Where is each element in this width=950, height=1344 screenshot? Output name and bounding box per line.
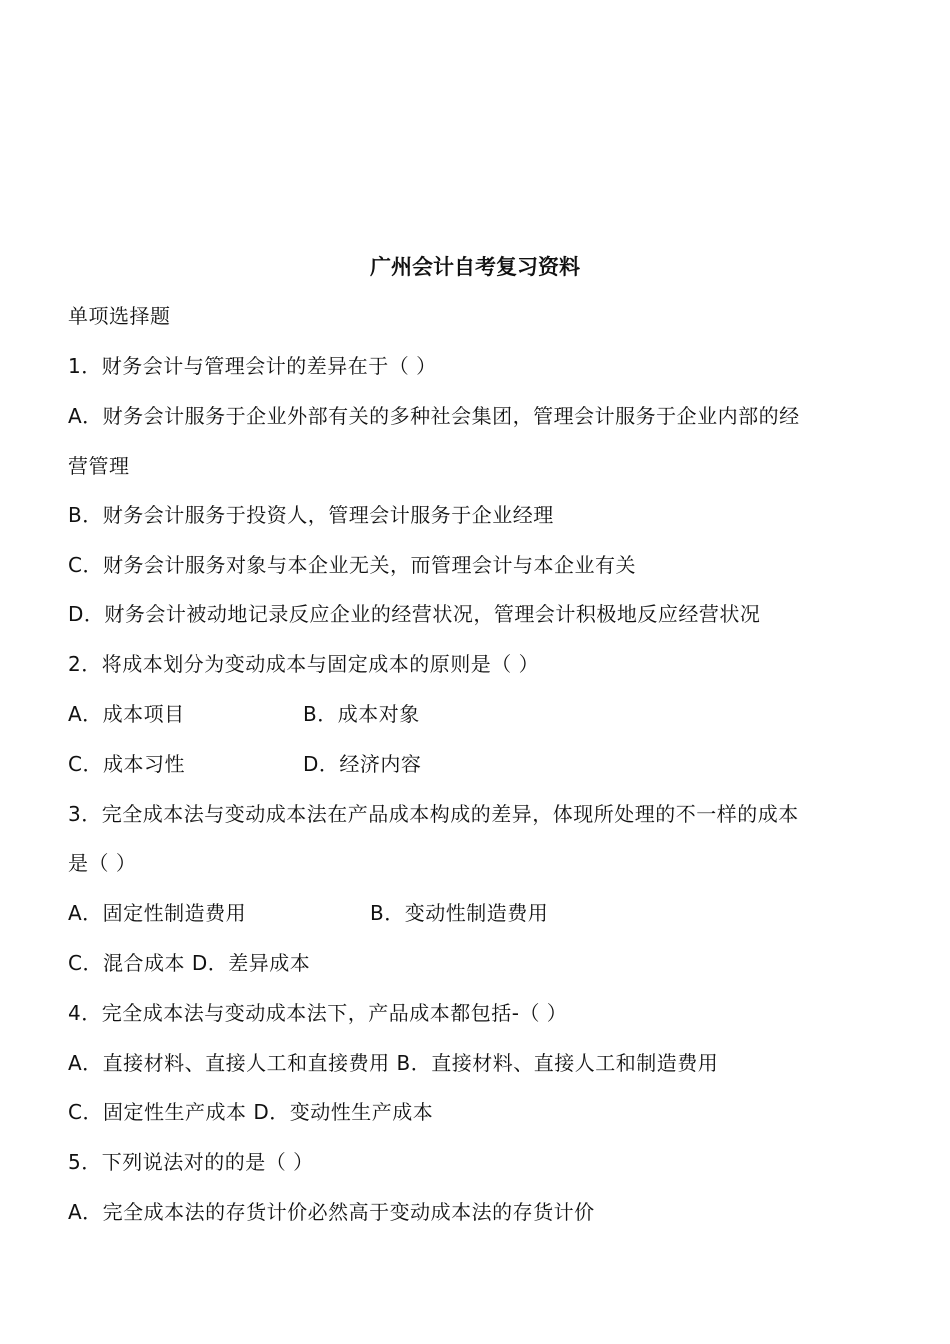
q2-option-a: A．成本项目 <box>68 702 185 726</box>
q3-options-row1 <box>68 898 549 928</box>
q2-options-row1 <box>68 699 420 729</box>
q1-option-b: B．财务会计服务于投资人，管理会计服务于企业经理 <box>68 503 554 527</box>
q2-option-d: D．经济内容 <box>303 752 422 776</box>
q4-stem: 4．完全成本法与变动成本法下，产品成本都包括-（ ） <box>68 1001 568 1025</box>
q3-stem-cont: 是（ ） <box>68 851 137 875</box>
q3-option-b: B．变动性制造费用 <box>370 901 549 925</box>
q1-option-a: A．财务会计服务于企业外部有关的多种社会集团，管理会计服务于企业内部的经 <box>68 404 800 428</box>
q3-stem: 3．完全成本法与变动成本法在产品成本构成的差异，体现所处理的不一样的成本 <box>68 802 799 826</box>
q2-stem: 2．将成本划分为变动成本与固定成本的原则是（ ） <box>68 652 540 676</box>
q3-option-a: A．固定性制造费用 <box>68 901 247 925</box>
q1-option-a-cont: 营管理 <box>68 454 130 478</box>
q4-options-row1: A．直接材料、直接人工和直接费用 B．直接材料、直接人工和制造费用 <box>68 1051 719 1075</box>
q2-options-row2 <box>68 749 422 779</box>
q5-option-a: A．完全成本法的存货计价必然高于变动成本法的存货计价 <box>68 1200 595 1224</box>
q1-option-d: D．财务会计被动地记录反应企业的经营状况，管理会计积极地反应经营状况 <box>68 602 761 626</box>
document-title: 广州会计自考复习资料 <box>370 255 580 279</box>
q1-option-c: C．财务会计服务对象与本企业无关，而管理会计与本企业有关 <box>68 553 636 577</box>
q2-option-b: B．成本对象 <box>303 702 420 726</box>
q5-stem: 5．下列说法对的的是（ ） <box>68 1150 314 1174</box>
q2-option-c: C．成本习性 <box>68 752 185 776</box>
section-heading: 单项选择题 <box>68 304 171 328</box>
q4-options-row2: C．固定性生产成本 D．变动性生产成本 <box>68 1100 434 1124</box>
q3-options-row2: C．混合成本 D．差异成本 <box>68 951 311 975</box>
q1-stem: 1．财务会计与管理会计的差异在于（ ） <box>68 354 437 378</box>
